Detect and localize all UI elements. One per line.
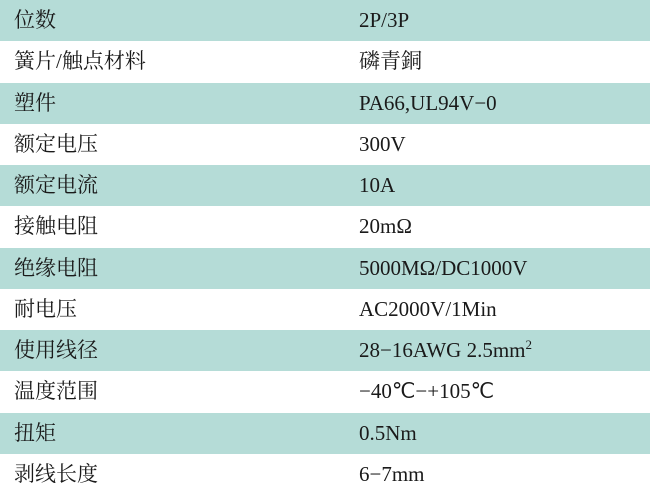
- table-row: [0, 371, 650, 412]
- spec-label: 额定电流: [0, 165, 339, 206]
- spec-label: 位数: [0, 0, 339, 41]
- table-row: [0, 83, 650, 124]
- table-row: [0, 330, 650, 371]
- spec-label: 簧片/触点材料: [0, 41, 339, 82]
- spec-label: 绝缘电阻: [0, 248, 339, 289]
- spec-value: PA66,UL94V−0: [339, 83, 650, 124]
- spec-value: 5000MΩ/DC1000V: [339, 248, 650, 289]
- table-row: [0, 206, 650, 247]
- spec-label: 耐电压: [0, 289, 339, 330]
- spec-label: 额定电压: [0, 124, 339, 165]
- spec-value: 磷青銅: [339, 41, 650, 82]
- table-row: [0, 289, 650, 330]
- spec-value: 2P/3P: [339, 0, 650, 41]
- spec-label: 剥线长度: [0, 454, 339, 495]
- spec-value: 0.5Nm: [339, 413, 650, 454]
- table-row: [0, 248, 650, 289]
- spec-value-exponent: 2: [525, 337, 532, 353]
- spec-value: 6−7mm: [339, 454, 650, 495]
- spec-label: 接触电阻: [0, 206, 339, 247]
- table-row: [0, 124, 650, 165]
- table-row: [0, 454, 650, 495]
- spec-value: [339, 330, 650, 371]
- table-row: [0, 413, 650, 454]
- spec-value: 300V: [339, 124, 650, 165]
- spec-label: 扭矩: [0, 413, 339, 454]
- spec-value: 20mΩ: [339, 206, 650, 247]
- table-row: [0, 0, 650, 41]
- spec-value-text: 28−16AWG 2.5mm: [359, 338, 526, 363]
- spec-label: 温度范围: [0, 371, 339, 412]
- spec-value: AC2000V/1Min: [339, 289, 650, 330]
- spec-label: 使用线径: [0, 330, 339, 371]
- table-row: [0, 165, 650, 206]
- spec-label: 塑件: [0, 83, 339, 124]
- table-row: [0, 41, 650, 82]
- spec-value: 10A: [339, 165, 650, 206]
- spec-value: −40℃−+105℃: [339, 371, 650, 412]
